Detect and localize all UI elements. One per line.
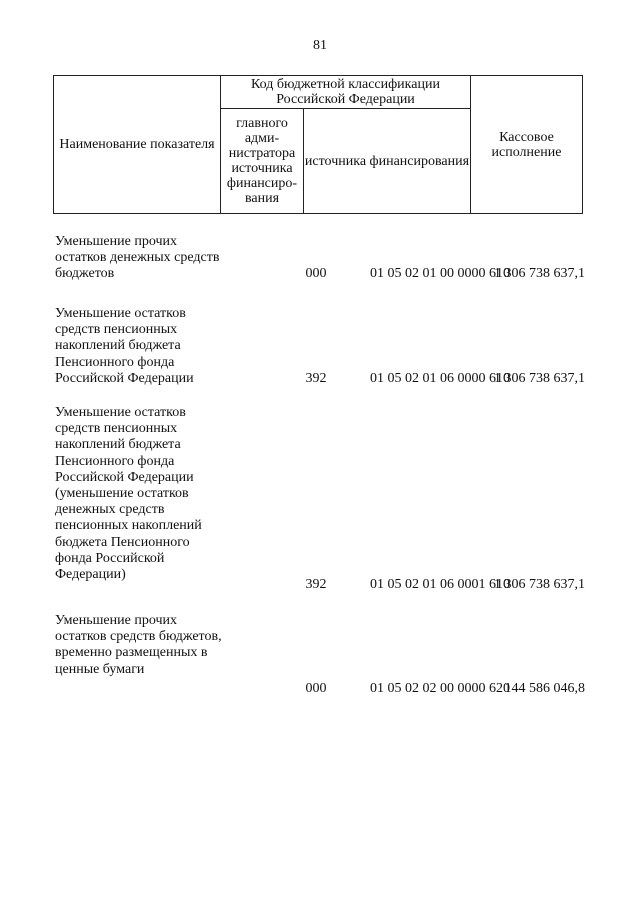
- header-admin-column: главного адми-нистратора источника финансиро-вания: [221, 109, 304, 214]
- row-admin-code: 392: [305, 370, 327, 386]
- row-admin-code: 000: [305, 266, 327, 282]
- row-execution-amount: 1 306 738 637,1: [494, 370, 585, 386]
- row-source-code: 01 05 02 01 06 0000 610: [370, 370, 510, 386]
- table-header: [53, 75, 583, 214]
- row-source-code: 01 05 02 02 00 0000 620: [370, 681, 510, 696]
- header-name-column: Наименование показателя: [54, 76, 221, 214]
- row-execution-amount: 144 586 046,8: [504, 681, 585, 696]
- row-name: Уменьшение остатков средств пенсионных накоплений бюджета Пенсионного фонда Российской Федерации: [55, 306, 194, 386]
- row-name: Уменьшение остатков средств пенсионных накоплений бюджета Пенсионного фонда Российской Федерации (уменьшение остатков денежных средств пенсионных накоплений бюджета Пенсионного фонда Российской Федерации): [55, 405, 202, 583]
- row-name: Уменьшение прочих остатков денежных средств бюджетов: [55, 234, 220, 282]
- row-admin-code: 392: [305, 577, 327, 592]
- row-execution-amount: 1 306 738 637,1: [494, 577, 585, 592]
- row-source-code: 01 05 02 01 06 0001 610: [370, 577, 510, 592]
- page-number: 81: [313, 38, 327, 53]
- row-source-code: 01 05 02 01 00 0000 610: [370, 266, 510, 282]
- row-execution-amount: 1 306 738 637,1: [494, 266, 585, 282]
- header-source-column: источника финансирования: [304, 109, 471, 214]
- header-execution-column: Кассовое исполнение: [471, 76, 583, 214]
- row-admin-code: 000: [305, 681, 327, 696]
- header-code-group: Код бюджетной классификации Российской Федерации: [221, 76, 471, 109]
- row-name: Уменьшение прочих остатков средств бюджетов, временно размещенных в ценные бумаги: [55, 613, 222, 677]
